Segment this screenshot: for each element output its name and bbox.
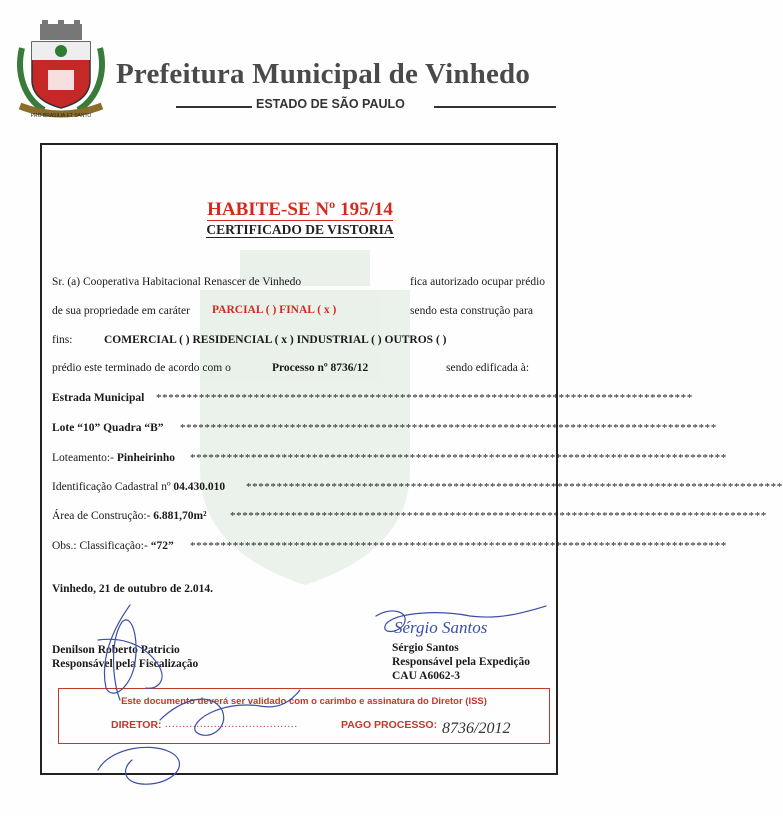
issue-date: Vinhedo, 21 de outubro de 2.014. bbox=[52, 583, 214, 595]
paid-process-label: PAGO PROCESSO: bbox=[341, 719, 438, 731]
classification-value: “72” bbox=[150, 540, 174, 552]
subdivision-label: Loteamento:- bbox=[52, 452, 114, 464]
director-label: DIRETOR: bbox=[111, 719, 162, 731]
purpose-prefix: fins: bbox=[52, 334, 73, 346]
star-fill-subdivision: **************************************************************************************** bbox=[190, 452, 727, 464]
process-line-prefix: prédio este terminado de acordo com o bbox=[52, 362, 231, 374]
header-rule-left bbox=[176, 106, 252, 108]
crest-motto: PRO BRASILIA ET SANTO bbox=[30, 113, 92, 119]
municipal-crest-logo bbox=[14, 18, 108, 122]
star-fill-cadastral: **************************************************************************************** bbox=[246, 481, 783, 493]
classification-line bbox=[52, 540, 174, 552]
star-fill-lot: **************************************************************************************** bbox=[180, 422, 717, 434]
subdivision-value: Pinheirinho bbox=[116, 452, 175, 464]
validation-box bbox=[58, 688, 550, 744]
left-signatory bbox=[52, 643, 198, 671]
page-header-title: Prefeitura Municipal de Vinhedo bbox=[116, 58, 531, 90]
cadastral-label: Identificação Cadastral nº bbox=[52, 481, 171, 493]
subdivision-line bbox=[52, 452, 175, 464]
certificate-subtitle bbox=[0, 222, 600, 238]
process-line-suffix: sendo edificada à: bbox=[446, 362, 530, 374]
street: Estrada Municipal bbox=[52, 392, 145, 404]
cadastral-value: 04.430.010 bbox=[173, 481, 226, 493]
left-signatory-role: Responsável pela Fiscalização bbox=[52, 658, 199, 670]
right-signature-text: Sérgio Santos bbox=[394, 618, 488, 637]
area-value: 6.881,70m² bbox=[153, 510, 207, 522]
director-dots: ...................................... bbox=[165, 719, 298, 730]
paid-process-value: 8736/2012 bbox=[442, 720, 511, 737]
cadastral-line bbox=[52, 481, 225, 493]
area-line bbox=[52, 510, 207, 522]
watermark-emblem bbox=[180, 250, 430, 590]
right-signatory-name: Sérgio Santos bbox=[392, 642, 459, 654]
lot: Lote “10” Quadra “B” bbox=[52, 422, 164, 434]
right-signatory-role: Responsável pela Expedição bbox=[392, 656, 531, 668]
star-fill-street: **************************************************************************************** bbox=[156, 392, 693, 404]
left-signatory-name: Denilson Roberto Patricio bbox=[52, 644, 180, 656]
occupancy-character: PARCIAL ( ) FINAL ( x ) bbox=[212, 304, 337, 316]
certificate-title bbox=[0, 199, 600, 221]
right-signatory-registration: CAU A6062-3 bbox=[392, 670, 461, 682]
certificate-title-text: HABITE-SE Nº 195/14 bbox=[207, 199, 393, 220]
owner-line bbox=[52, 276, 301, 288]
purpose-options: COMERCIAL ( ) RESIDENCIAL ( x ) INDUSTRIAL ( ) OUTROS ( ) bbox=[104, 334, 447, 346]
header-subtitle-row bbox=[176, 97, 556, 115]
right-signatory bbox=[392, 641, 530, 683]
classification-label: Obs.: Classificação:- bbox=[52, 540, 148, 552]
process-number: Processo nº 8736/12 bbox=[272, 362, 369, 374]
star-fill-classification: **************************************************************************************** bbox=[190, 540, 727, 552]
certificate-subtitle-text: CERTIFICADO DE VISTORIA bbox=[206, 222, 394, 237]
owner-line-suffix: fica autorizado ocupar prédio bbox=[410, 276, 546, 288]
character-line-suffix: sendo esta construção para bbox=[410, 305, 533, 317]
area-label: Área de Construção:- bbox=[52, 510, 151, 522]
character-line-prefix: de sua propriedade em caráter bbox=[52, 305, 190, 317]
header-rule-right bbox=[434, 106, 556, 108]
star-fill-area: **************************************************************************************** bbox=[230, 510, 767, 522]
header-subtitle: ESTADO DE SÃO PAULO bbox=[256, 97, 405, 111]
owner-name: Cooperativa Habitacional Renascer de Vinhedo bbox=[82, 276, 302, 288]
validation-note: Este documento deverá ser validado com o carimbo e assinatura do Diretor (ISS) bbox=[121, 696, 487, 707]
owner-prefix: Sr. (a) bbox=[52, 276, 81, 288]
